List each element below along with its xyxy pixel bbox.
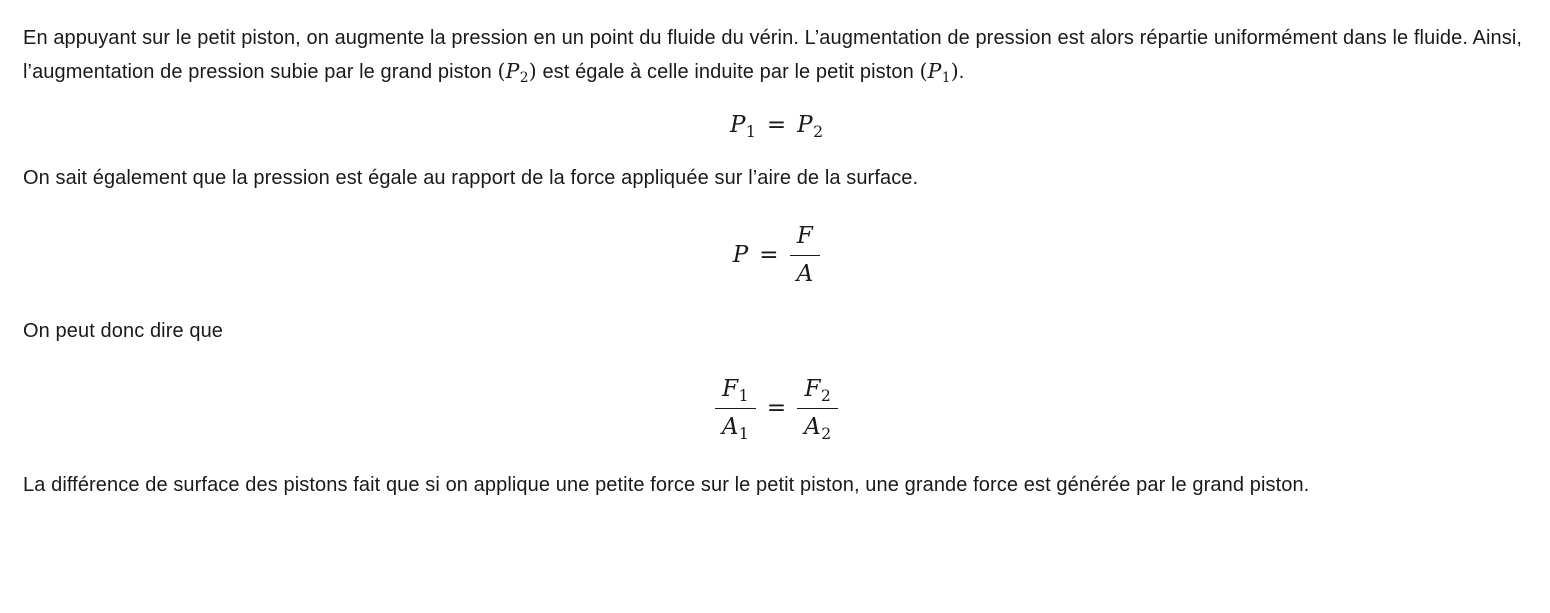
math-var-P: P xyxy=(729,112,746,138)
equals-sign: = xyxy=(766,395,787,422)
open-paren: ( xyxy=(919,59,928,83)
inline-math-P1 xyxy=(919,59,959,87)
math-var-P: P xyxy=(797,112,813,138)
math-subscript-2: 2 xyxy=(813,121,824,141)
math-subscript-2: 2 xyxy=(821,423,832,443)
math-term-P1 xyxy=(730,111,756,140)
equals-sign: = xyxy=(759,241,779,268)
fraction-denominator xyxy=(790,256,821,289)
math-var-F: F xyxy=(722,376,739,403)
math-var-F: F xyxy=(796,222,813,249)
open-paren: ( xyxy=(497,59,506,83)
math-subscript-1: 1 xyxy=(941,70,951,87)
paragraph-intro-text-2: est égale à celle induite par le petit piston xyxy=(536,61,920,83)
math-var-P: P xyxy=(927,59,942,83)
math-subscript-1: 1 xyxy=(738,385,749,405)
math-var-P: P xyxy=(732,241,749,268)
paragraph-intro-text-3: . xyxy=(958,61,965,83)
math-var-A: A xyxy=(796,260,814,287)
equation-pressure-equality xyxy=(23,111,1530,140)
fraction-denominator xyxy=(715,409,756,442)
math-var-A: A xyxy=(721,414,739,440)
math-var-P: P xyxy=(505,59,520,83)
paragraph-intro xyxy=(23,22,1530,89)
fraction-F1-over-A1 xyxy=(715,375,756,442)
paragraph-conclusion-lead: On peut donc dire que xyxy=(23,320,224,343)
math-term-P2 xyxy=(797,111,823,140)
fraction-numerator xyxy=(797,375,837,409)
inline-math-P2 xyxy=(497,59,537,87)
paragraph-pressure-definition: On sait également que la pression est égale au rapport de la force appliquée sur l’aire de la surface. xyxy=(23,166,919,189)
equation-force-ratio xyxy=(23,375,1530,442)
paragraph-conclusion: La différence de surface des pistons fait que si on applique une petite force sur le petit piston, une grande force est générée par le grand piston. xyxy=(23,473,1310,496)
fraction-F-over-A xyxy=(790,222,821,289)
math-var-A: A xyxy=(804,414,821,440)
math-subscript-1: 1 xyxy=(745,121,756,141)
equation-pressure-formula xyxy=(23,222,1530,289)
fraction-numerator xyxy=(790,222,820,256)
math-var-F: F xyxy=(804,376,821,403)
paragraph-intro-text-1: En appuyant sur le petit piston, on augmente la pression en un point du fluide du vérin. L’augmentation de pression est alors répartie uniformément dans le fluide. Ainsi, l’augmentation de pression subie par le grand piston xyxy=(23,27,1523,83)
close-paren: ) xyxy=(950,59,959,83)
equals-sign: = xyxy=(766,112,787,138)
fraction-numerator xyxy=(715,375,755,409)
close-paren: ) xyxy=(528,59,537,83)
math-subscript-2: 2 xyxy=(519,70,529,87)
math-subscript-2: 2 xyxy=(820,385,831,405)
fraction-F2-over-A2 xyxy=(797,375,838,442)
fraction-denominator xyxy=(797,409,838,442)
math-subscript-1: 1 xyxy=(738,423,749,443)
